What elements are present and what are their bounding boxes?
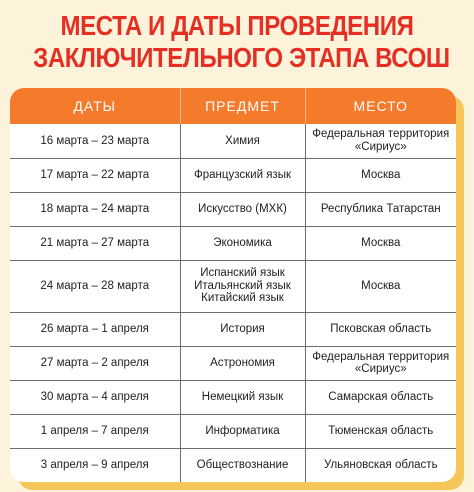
- subject-text: Химия: [225, 134, 260, 147]
- place-cell: [305, 312, 456, 346]
- date-cell: 16 марта – 23 марта: [10, 124, 180, 158]
- place-text: Москва: [361, 236, 401, 249]
- date-cell: 18 марта – 24 марта: [10, 192, 180, 226]
- place-cell: [305, 158, 456, 192]
- table-row: [10, 312, 456, 346]
- table-row: [10, 124, 456, 158]
- date-cell: 27 марта – 2 апреля: [10, 346, 180, 380]
- subject-cell: [180, 158, 305, 192]
- table-row: [10, 448, 456, 482]
- subject-text: Китайский язык: [201, 292, 284, 305]
- subject-cell: [180, 346, 305, 380]
- place-cell: [305, 346, 456, 380]
- place-text: «Сириус»: [354, 363, 407, 375]
- place-text: Москва: [361, 168, 401, 181]
- place-cell: [305, 260, 456, 312]
- subject-cell: [180, 312, 305, 346]
- date-cell: 26 марта – 1 апреля: [10, 312, 180, 346]
- page-title: [33, 10, 450, 74]
- subject-text: Астрономия: [210, 356, 275, 369]
- table-row: [10, 158, 456, 192]
- place-cell: [305, 192, 456, 226]
- subject-cell: [180, 124, 305, 158]
- date-cell: 30 марта – 4 апреля: [10, 380, 180, 414]
- table-row: [10, 192, 456, 226]
- table-row: [10, 260, 456, 312]
- subject-text: Обществознание: [196, 459, 289, 471]
- place-cell: [305, 414, 456, 448]
- subject-text: Итальянский язык: [194, 279, 291, 292]
- date-cell: 17 марта – 22 марта: [10, 158, 180, 192]
- subject-cell: [180, 226, 305, 260]
- place-text: Москва: [361, 279, 401, 292]
- column-header-dates: ДАТЫ: [10, 88, 180, 124]
- place-text: Республика Татарстан: [320, 202, 441, 215]
- subject-cell: [180, 448, 305, 482]
- subject-cell: [180, 260, 305, 312]
- subject-cell: [180, 192, 305, 226]
- subject-text: Информатика: [205, 424, 280, 437]
- date-cell: 21 марта – 27 марта: [10, 226, 180, 260]
- subject-text: История: [220, 322, 265, 335]
- table-row: [10, 226, 456, 260]
- place-cell: [305, 380, 456, 414]
- column-header-subject: ПРЕДМЕТ: [180, 88, 305, 124]
- place-cell: [305, 448, 456, 482]
- schedule-table: [10, 88, 456, 482]
- place-text: Тюменская область: [328, 424, 434, 437]
- column-header-place: МЕСТО: [305, 88, 456, 124]
- subject-text: Французский язык: [194, 168, 291, 181]
- title-line-1: МЕСТА И ДАТЫ ПРОВЕДЕНИЯ: [60, 10, 414, 41]
- place-text: Самарская область: [328, 390, 434, 403]
- table-header: [10, 88, 456, 124]
- table-body: [10, 124, 456, 482]
- subject-cell: [180, 414, 305, 448]
- place-text: Федеральная территория: [312, 128, 450, 141]
- table-row: [10, 414, 456, 448]
- place-text: Ульяновская область: [323, 459, 438, 471]
- date-cell: 1 апреля – 7 апреля: [10, 414, 180, 448]
- subject-cell: [180, 380, 305, 414]
- date-cell: 24 марта – 28 марта: [10, 260, 180, 312]
- schedule-table-card: [10, 88, 456, 482]
- subject-text: Экономика: [213, 236, 272, 249]
- date-cell: 3 апреля – 9 апреля: [10, 448, 180, 482]
- table-row: [10, 346, 456, 380]
- table-row: [10, 380, 456, 414]
- subject-text: Испанский язык: [200, 267, 285, 280]
- subject-text: Искусство (МХК): [198, 202, 287, 215]
- place-text: Федеральная территория: [312, 350, 450, 363]
- place-cell: [305, 124, 456, 158]
- title-line-2: ЗАКЛЮЧИТЕЛЬНОГО ЭТАПА ВСОШ: [33, 42, 450, 73]
- place-text: Псковская область: [330, 322, 432, 335]
- place-cell: [305, 226, 456, 260]
- place-text: «Сириус»: [354, 140, 407, 153]
- subject-text: Немецкий язык: [201, 390, 284, 403]
